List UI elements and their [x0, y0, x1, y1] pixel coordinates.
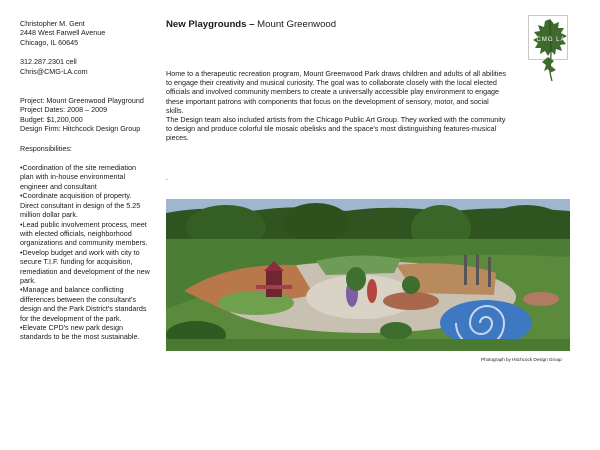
photo-caption: Photograph by Hitchcock Design Group: [481, 357, 562, 362]
list-item: • Elevate CPD's new park design standards to be the most sustainable.: [20, 323, 150, 342]
responsibilities-list: [20, 163, 150, 342]
logo-text: CMG LA: [536, 37, 566, 43]
page-title-rest: Mount Greenwood: [257, 19, 337, 30]
contact-address-line-1: 2448 West Farwell Avenue: [20, 28, 106, 38]
leaf-icon: [528, 15, 574, 85]
page-title-bold: New Playgrounds –: [166, 19, 258, 30]
playground-photo: [166, 199, 570, 351]
project-name: Project: Mount Greenwood Playground: [20, 96, 144, 106]
company-logo: [528, 15, 574, 85]
description-paragraph-2: The Design team also included artists from the Chicago Public Art Group. They worked with the community to design and produce colorful tile mosaic obelisks and the space's most distinguishing features-musical pieces.: [166, 115, 506, 143]
contact-phone: 312.287.2301 cell: [20, 57, 77, 67]
project-budget: Budget: $1,200,000: [20, 114, 83, 124]
project-info: [20, 96, 150, 134]
stray-dot: .: [166, 175, 168, 182]
list-item: • Coordinate acquisition of property. Direct consultant in design of the 5.25 million dollar park.: [20, 191, 150, 219]
page-title: [166, 19, 336, 30]
contact-block: [20, 19, 150, 76]
project-dates: Project Dates: 2008 – 2009: [20, 105, 108, 115]
contact-name: Christopher M. Gent: [20, 19, 85, 28]
list-item: • Lead public involvement process, meet with elected officials, neighborhood organizations and community members.: [20, 220, 150, 248]
list-item: • Develop budget and work with city to secure T.I.F. funding for acquisition, remediation and development of the new park.: [20, 248, 150, 286]
park-aerial-image: [166, 199, 570, 351]
contact-address-line-2: Chicago, IL 60645: [20, 37, 79, 47]
description-paragraph-1: Home to a therapeutic recreation program, Mount Greenwood Park draws children and adults of all abilities to engage their creativity and musical curiosity. The goal was to collaborate closely with the local elected officials and involved community members to create a universally accessible play environment to engage these important patrons with components that focus on the development of sensory, motor, and social skills.: [166, 69, 506, 115]
list-item: • Coordination of the site remediation plan with in-house environmental engineer and consultant: [20, 163, 150, 191]
sidebar: [20, 19, 150, 342]
project-firm: Design Firm: Hitchcock Design Group: [20, 124, 141, 134]
list-item: • Manage and balance conflicting differences between the consultant's design and the Park District's standards for the development of the park.: [20, 285, 150, 323]
responsibilities-heading: Responsibilities:: [20, 143, 72, 153]
contact-email: Chris@CMG-LA.com: [20, 66, 88, 76]
project-description: [166, 69, 506, 143]
